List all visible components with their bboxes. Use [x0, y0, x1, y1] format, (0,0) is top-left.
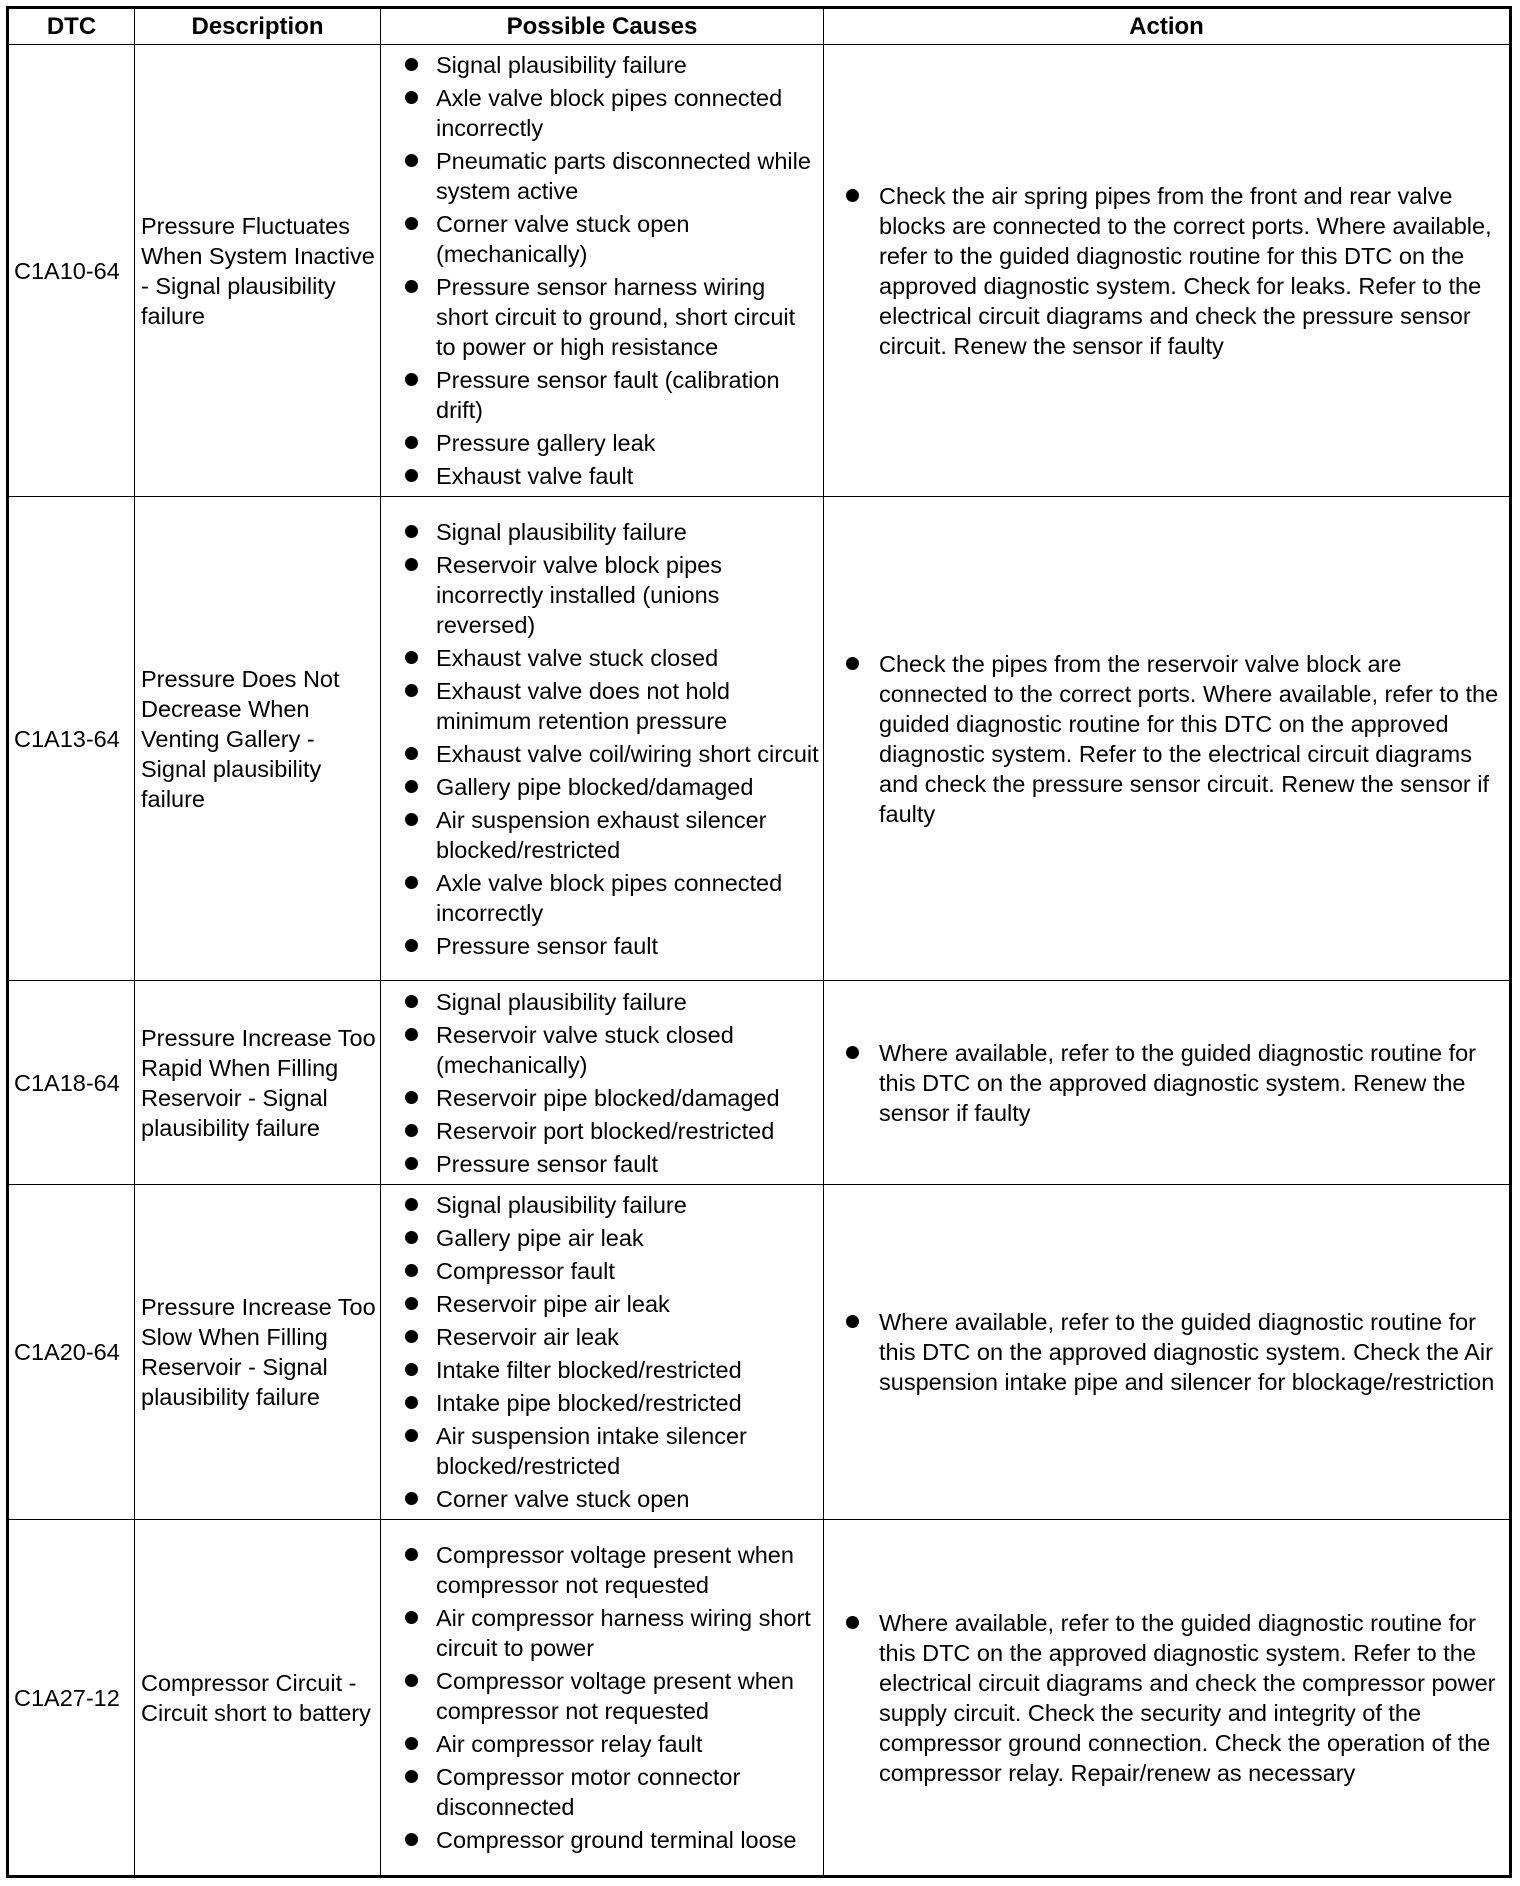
possible-causes-list — [381, 1540, 819, 1855]
possible-cause-item: Reservoir port blocked/restricted — [381, 1116, 819, 1146]
possible-cause-item: Reservoir air leak — [381, 1322, 819, 1352]
dtc-description: Compressor Circuit - Circuit short to battery — [135, 1520, 381, 1877]
possible-causes-list — [381, 1190, 819, 1514]
possible-cause-item: Intake pipe blocked/restricted — [381, 1388, 819, 1418]
action-text: Where available, refer to the guided diagnostic routine for this DTC on the approved diagnostic system. Check the Air suspension intake pipe and silencer for blockage/restriction — [824, 1307, 1501, 1397]
possible-cause-item: Signal plausibility failure — [381, 50, 819, 80]
possible-causes-list — [381, 517, 819, 961]
possible-cause-item: Exhaust valve fault — [381, 461, 819, 491]
dtc-code: C1A10-64 — [8, 45, 135, 497]
possible-causes-list — [381, 987, 819, 1179]
possible-cause-item: Pneumatic parts disconnected while system active — [381, 146, 819, 206]
action-text: Where available, refer to the guided diagnostic routine for this DTC on the approved diagnostic system. Refer to the electrical circuit diagrams and check the compressor power supply circuit. Check the security and integrity of the compressor ground connection. Check the operation of the compressor relay. Repair/renew as necessary — [824, 1608, 1501, 1788]
dtc-table — [6, 6, 1512, 1878]
dtc-table-page — [6, 6, 1509, 1873]
table-body — [8, 45, 1511, 1877]
possible-cause-item: Compressor voltage present when compressor not requested — [381, 1540, 819, 1600]
possible-cause-item: Reservoir pipe air leak — [381, 1289, 819, 1319]
possible-cause-item: Axle valve block pipes connected incorrectly — [381, 868, 819, 928]
possible-cause-item: Signal plausibility failure — [381, 517, 819, 547]
possible-cause-item: Corner valve stuck open (mechanically) — [381, 209, 819, 269]
possible-cause-item: Exhaust valve stuck closed — [381, 643, 819, 673]
action-cell — [824, 981, 1511, 1185]
possible-cause-item: Pressure gallery leak — [381, 428, 819, 458]
possible-cause-item: Air suspension exhaust silencer blocked/restricted — [381, 805, 819, 865]
possible-cause-item: Air compressor relay fault — [381, 1729, 819, 1759]
action-text: Check the air spring pipes from the front and rear valve blocks are connected to the correct ports. Where available, refer to the guided diagnostic routine for this DTC on the approved diagnostic system. Check for leaks. Refer to the electrical circuit diagrams and check the pressure sensor circuit. Renew the sensor if faulty — [824, 181, 1501, 361]
possible-cause-item: Corner valve stuck open — [381, 1484, 819, 1514]
action-cell — [824, 1185, 1511, 1520]
possible-cause-item: Axle valve block pipes connected incorrectly — [381, 83, 819, 143]
possible-cause-item: Air suspension intake silencer blocked/restricted — [381, 1421, 819, 1481]
table-row — [8, 981, 1511, 1185]
action-text: Where available, refer to the guided diagnostic routine for this DTC on the approved diagnostic system. Renew the sensor if faulty — [824, 1038, 1501, 1128]
possible-cause-item: Compressor motor connector disconnected — [381, 1762, 819, 1822]
dtc-description: Pressure Increase Too Rapid When Filling Reservoir - Signal plausibility failure — [135, 981, 381, 1185]
header-dtc: DTC — [8, 8, 135, 45]
possible-cause-item: Air compressor harness wiring short circuit to power — [381, 1603, 819, 1663]
action-text: Check the pipes from the reservoir valve block are connected to the correct ports. Where available, refer to the guided diagnostic routine for this DTC on the approved diagnostic system. Refer to the electrical circuit diagrams and check the pressure sensor circuit. Renew the sensor if faulty — [824, 649, 1501, 829]
table-row — [8, 497, 1511, 981]
possible-causes-cell — [381, 497, 824, 981]
possible-cause-item: Signal plausibility failure — [381, 987, 819, 1017]
dtc-code: C1A20-64 — [8, 1185, 135, 1520]
table-row — [8, 45, 1511, 497]
header-description: Description — [135, 8, 381, 45]
possible-cause-item: Pressure sensor fault (calibration drift) — [381, 365, 819, 425]
possible-cause-item: Compressor voltage present when compressor not requested — [381, 1666, 819, 1726]
dtc-code: C1A13-64 — [8, 497, 135, 981]
possible-cause-item: Pressure sensor harness wiring short circuit to ground, short circuit to power or high resistance — [381, 272, 819, 362]
possible-causes-cell — [381, 981, 824, 1185]
possible-causes-cell — [381, 45, 824, 497]
dtc-code: C1A18-64 — [8, 981, 135, 1185]
possible-cause-item: Gallery pipe air leak — [381, 1223, 819, 1253]
dtc-description: Pressure Does Not Decrease When Venting Gallery - Signal plausibility failure — [135, 497, 381, 981]
possible-cause-item: Compressor ground terminal loose — [381, 1825, 819, 1855]
possible-causes-cell — [381, 1185, 824, 1520]
table-header — [8, 8, 1511, 45]
possible-causes-list — [381, 50, 819, 491]
possible-cause-item: Pressure sensor fault — [381, 931, 819, 961]
dtc-description: Pressure Increase Too Slow When Filling Reservoir - Signal plausibility failure — [135, 1185, 381, 1520]
dtc-description: Pressure Fluctuates When System Inactive - Signal plausibility failure — [135, 45, 381, 497]
possible-cause-item: Reservoir pipe blocked/damaged — [381, 1083, 819, 1113]
header-possible-causes: Possible Causes — [381, 8, 824, 45]
table-row — [8, 1520, 1511, 1877]
action-cell — [824, 1520, 1511, 1877]
header-action: Action — [824, 8, 1511, 45]
possible-cause-item: Reservoir valve block pipes incorrectly installed (unions reversed) — [381, 550, 819, 640]
table-row — [8, 1185, 1511, 1520]
possible-cause-item: Reservoir valve stuck closed (mechanically) — [381, 1020, 819, 1080]
possible-cause-item: Intake filter blocked/restricted — [381, 1355, 819, 1385]
possible-cause-item: Exhaust valve does not hold minimum retention pressure — [381, 676, 819, 736]
possible-cause-item: Pressure sensor fault — [381, 1149, 819, 1179]
possible-cause-item: Compressor fault — [381, 1256, 819, 1286]
action-cell — [824, 45, 1511, 497]
possible-cause-item: Gallery pipe blocked/damaged — [381, 772, 819, 802]
action-cell — [824, 497, 1511, 981]
possible-causes-cell — [381, 1520, 824, 1877]
possible-cause-item: Signal plausibility failure — [381, 1190, 819, 1220]
possible-cause-item: Exhaust valve coil/wiring short circuit — [381, 739, 819, 769]
dtc-code: C1A27-12 — [8, 1520, 135, 1877]
